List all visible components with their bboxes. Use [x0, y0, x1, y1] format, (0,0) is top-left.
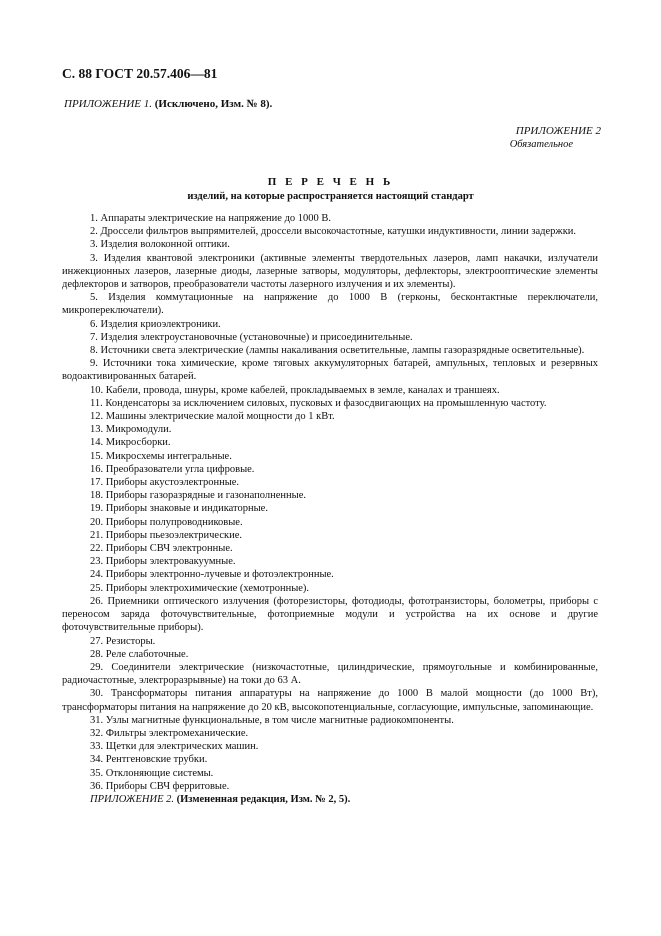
list-item: 6. Изделия криоэлектроники.: [90, 318, 221, 330]
list-item: 24. Приборы электронно-лучевые и фотоэлектронные.: [90, 569, 334, 581]
list-item: 5. Изделия коммутационные на напряжение до 1000 В (герконы, бесконтактные переключатели, микропереключатели).: [62, 292, 598, 317]
appendix-2-status: Обязательное: [509, 139, 573, 150]
list-item: 14. Микросборки.: [90, 437, 171, 449]
list-item: 1. Аппараты электрические на напряжение до 1000 В.: [90, 213, 332, 224]
list-item: 34. Рентгеновские трубки.: [90, 754, 208, 766]
list-item: 32. Фильтры электромеханические.: [90, 727, 249, 739]
list-item: 8. Источники света электрические (лампы накаливания осветительные, лампы газоразрядные осветительные).: [90, 345, 585, 357]
list-item: 17. Приборы акустоэлектронные.: [90, 477, 240, 489]
product-list: [62, 212, 598, 806]
list-item: 19. Приборы знаковые и индикаторные.: [90, 503, 268, 515]
list-item: 22. Приборы СВЧ электронные.: [90, 543, 233, 555]
list-item: 7. Изделия электроустановочные (установочные) и присоединительные.: [90, 331, 413, 343]
amendment-label: ПРИЛОЖЕНИЕ 2.: [90, 793, 174, 805]
list-item: 31. Узлы магнитные функциональные, в том числе магнитные радиокомпоненты.: [90, 714, 454, 726]
list-item: 10. Кабели, провода, шнуры, кроме кабелей, прокладываемых в земле, каналах и траншеях.: [90, 384, 500, 396]
appendix-2-heading: [510, 124, 601, 152]
list-item: 15. Микросхемы интегральные.: [90, 450, 232, 462]
list-item: 16. Преобразователи угла цифровые.: [90, 463, 255, 475]
list-item: 13. Микромодули.: [90, 424, 172, 436]
appendix-2-label: ПРИЛОЖЕНИЕ 2: [515, 125, 601, 137]
list-item: 26. Приемники оптического излучения (фоторезисторы, фотодиоды, фототранзисторы, болометры, приборы с переносом заряда фоточувствительные, фотоприемные модули и устройства на их основе и другие фоточувствительные приборы).: [62, 595, 598, 634]
list-item: 12. Машины электрические малой мощности до 1 кВт.: [90, 411, 335, 423]
list-item: 30. Трансформаторы питания аппаратуры на напряжение до 1000 В малой мощности (до 1000 Вт), трансформаторы питания на напряжение до 20 кВ, высокопотенциальные, согласующие, импульсные, запоминающие.: [62, 688, 598, 713]
list-item: 33. Щетки для электрических машин.: [90, 741, 259, 753]
list-item: 25. Приборы электрохимические (хемотронные).: [90, 582, 310, 594]
list-item: 29. Соединители электрические (низкочастотные, цилиндрические, прямоугольные и комбинированные, радиочастотные, электроразрывные) на токи до 63 А.: [62, 661, 598, 687]
amendment-note: [62, 793, 598, 806]
list-title: П Е Р Е Ч Е Н Ь: [267, 176, 394, 188]
list-item: 2. Дроссели фильтров выпрямителей, дроссели высокочастотные, катушки индуктивности, линии задержки.: [90, 226, 577, 238]
list-item: 28. Реле слаботочные.: [90, 648, 189, 660]
list-item: 11. Конденсаторы за исключением силовых, пусковых и фазосдвигающих на промышленную частоту.: [90, 397, 547, 409]
list-item: 36. Приборы СВЧ ферритовые.: [90, 780, 230, 792]
list-item: 35. Отклоняющие системы.: [90, 767, 214, 779]
list-item: 9. Источники тока химические, кроме тяговых аккумуляторных батарей, ампульных, тепловых и резервных водоактивированных батарей.: [62, 358, 598, 383]
list-item: 23. Приборы электровакуумные.: [90, 556, 236, 568]
list-subtitle: изделий, на которые распространяется настоящий стандарт: [187, 191, 474, 202]
appendix-1-status: (Исключено, Изм. № 8).: [154, 98, 273, 110]
appendix-1-label: ПРИЛОЖЕНИЕ 1.: [64, 98, 152, 110]
page-header: С. 88 ГОСТ 20.57.406—81: [62, 66, 218, 81]
list-item: 18. Приборы газоразрядные и газонаполненные.: [90, 490, 306, 502]
list-item: 20. Приборы полупроводниковые.: [90, 516, 243, 528]
appendix-1-note: [64, 98, 272, 110]
amendment-status: (Измененная редакция, Изм. № 2, 5).: [176, 793, 351, 805]
list-item: 27. Резисторы.: [90, 635, 156, 647]
list-item: 3. Изделия волоконной оптики.: [90, 239, 230, 251]
list-item: 3. Изделия квантовой электроники (активные элементы твердотельных лазеров, ламп накачки, излучатели инжекционных лазеров, лазерные диоды, лазерные затворы, модуляторы, дефлекторы, электрооптические элементы дефлекторов и затворов, преобразователи частоты лазерного излучения и их элементы).: [62, 252, 598, 291]
list-item: 21. Приборы пьезоэлектрические.: [90, 529, 243, 541]
